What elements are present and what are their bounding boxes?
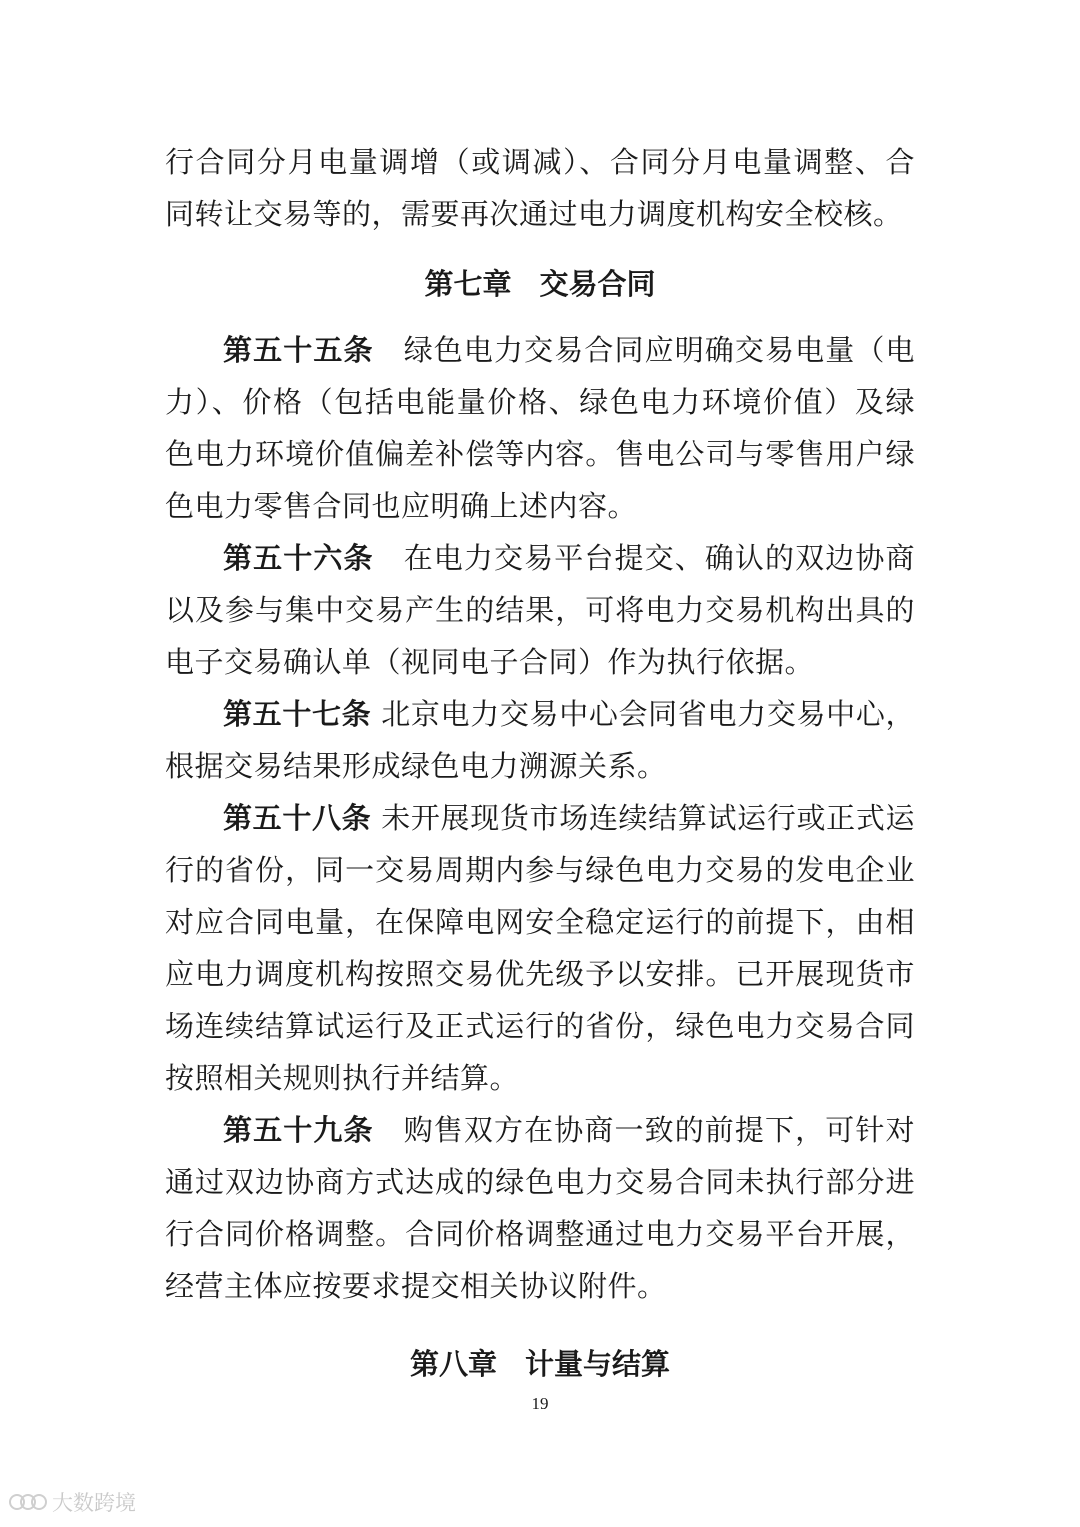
article-59-text: 购售双方在协商一致的前提下，可针对通过双边协商方式达成的绿色电力交易合同未执行部分进行合同价格调整。合同价格调整通过电力交易平台开展，经营主体应按要求提交相关协议附件。 [165,1113,915,1303]
intro-block [165,136,915,240]
article-56-text: 在电力交易平台提交、确认的双边协商以及参与集中交易产生的结果，可将电力交易机构出具的电子交易确认单（视同电子合同）作为执行依据。 [165,541,915,679]
article-58-text: 未开展现货市场连续结算试运行或正式运行的省份，同一交易周期内参与绿色电力交易的发电企业对应合同电量，在保障电网安全稳定运行的前提下，由相应电力调度机构按照交易优先级予以安排。已开展现货市场连续结算试运行及正式运行的省份，绿色电力交易合同按照相关规则执行并结算。 [165,801,915,1095]
article-57-text: 北京电力交易中心会同省电力交易中心，根据交易结果形成绿色电力溯源关系。 [165,697,915,783]
article-57 [165,688,915,792]
watermark-logo-icon [8,1489,48,1515]
article-55 [165,324,915,532]
chapter-7-heading [0,262,1080,303]
intro-paragraph: 行合同分月电量调增（或调减）、合同分月电量调整、合同转让交易等的，需要再次通过电力调度机构安全校核。 [165,145,915,231]
article-59-label: 第五十九条 [223,1113,374,1147]
watermark-text: 大数跨境 [52,1491,136,1515]
chapter-7-title: 交易合同 [539,267,656,301]
chapter-8-title: 计量与结算 [525,1347,671,1381]
articles-block [165,324,915,1312]
article-56-label: 第五十六条 [223,541,374,575]
article-58 [165,792,915,1104]
chapter-7-number: 第七章 [424,267,512,301]
chapter-8-heading [0,1342,1080,1383]
article-55-text: 绿色电力交易合同应明确交易电量（电力）、价格（包括电能量价格、绿色电力环境价值）及绿色电力环境价值偏差补偿等内容。售电公司与零售用户绿色电力零售合同也应明确上述内容。 [165,333,915,523]
article-59 [165,1104,915,1312]
article-56 [165,532,915,688]
article-57-label: 第五十七条 [223,697,372,731]
watermark [8,1487,136,1517]
article-58-label: 第五十八条 [223,801,372,835]
page-number: 19 [531,1394,549,1413]
chapter-8-number: 第八章 [409,1347,497,1381]
article-55-label: 第五十五条 [223,333,374,367]
